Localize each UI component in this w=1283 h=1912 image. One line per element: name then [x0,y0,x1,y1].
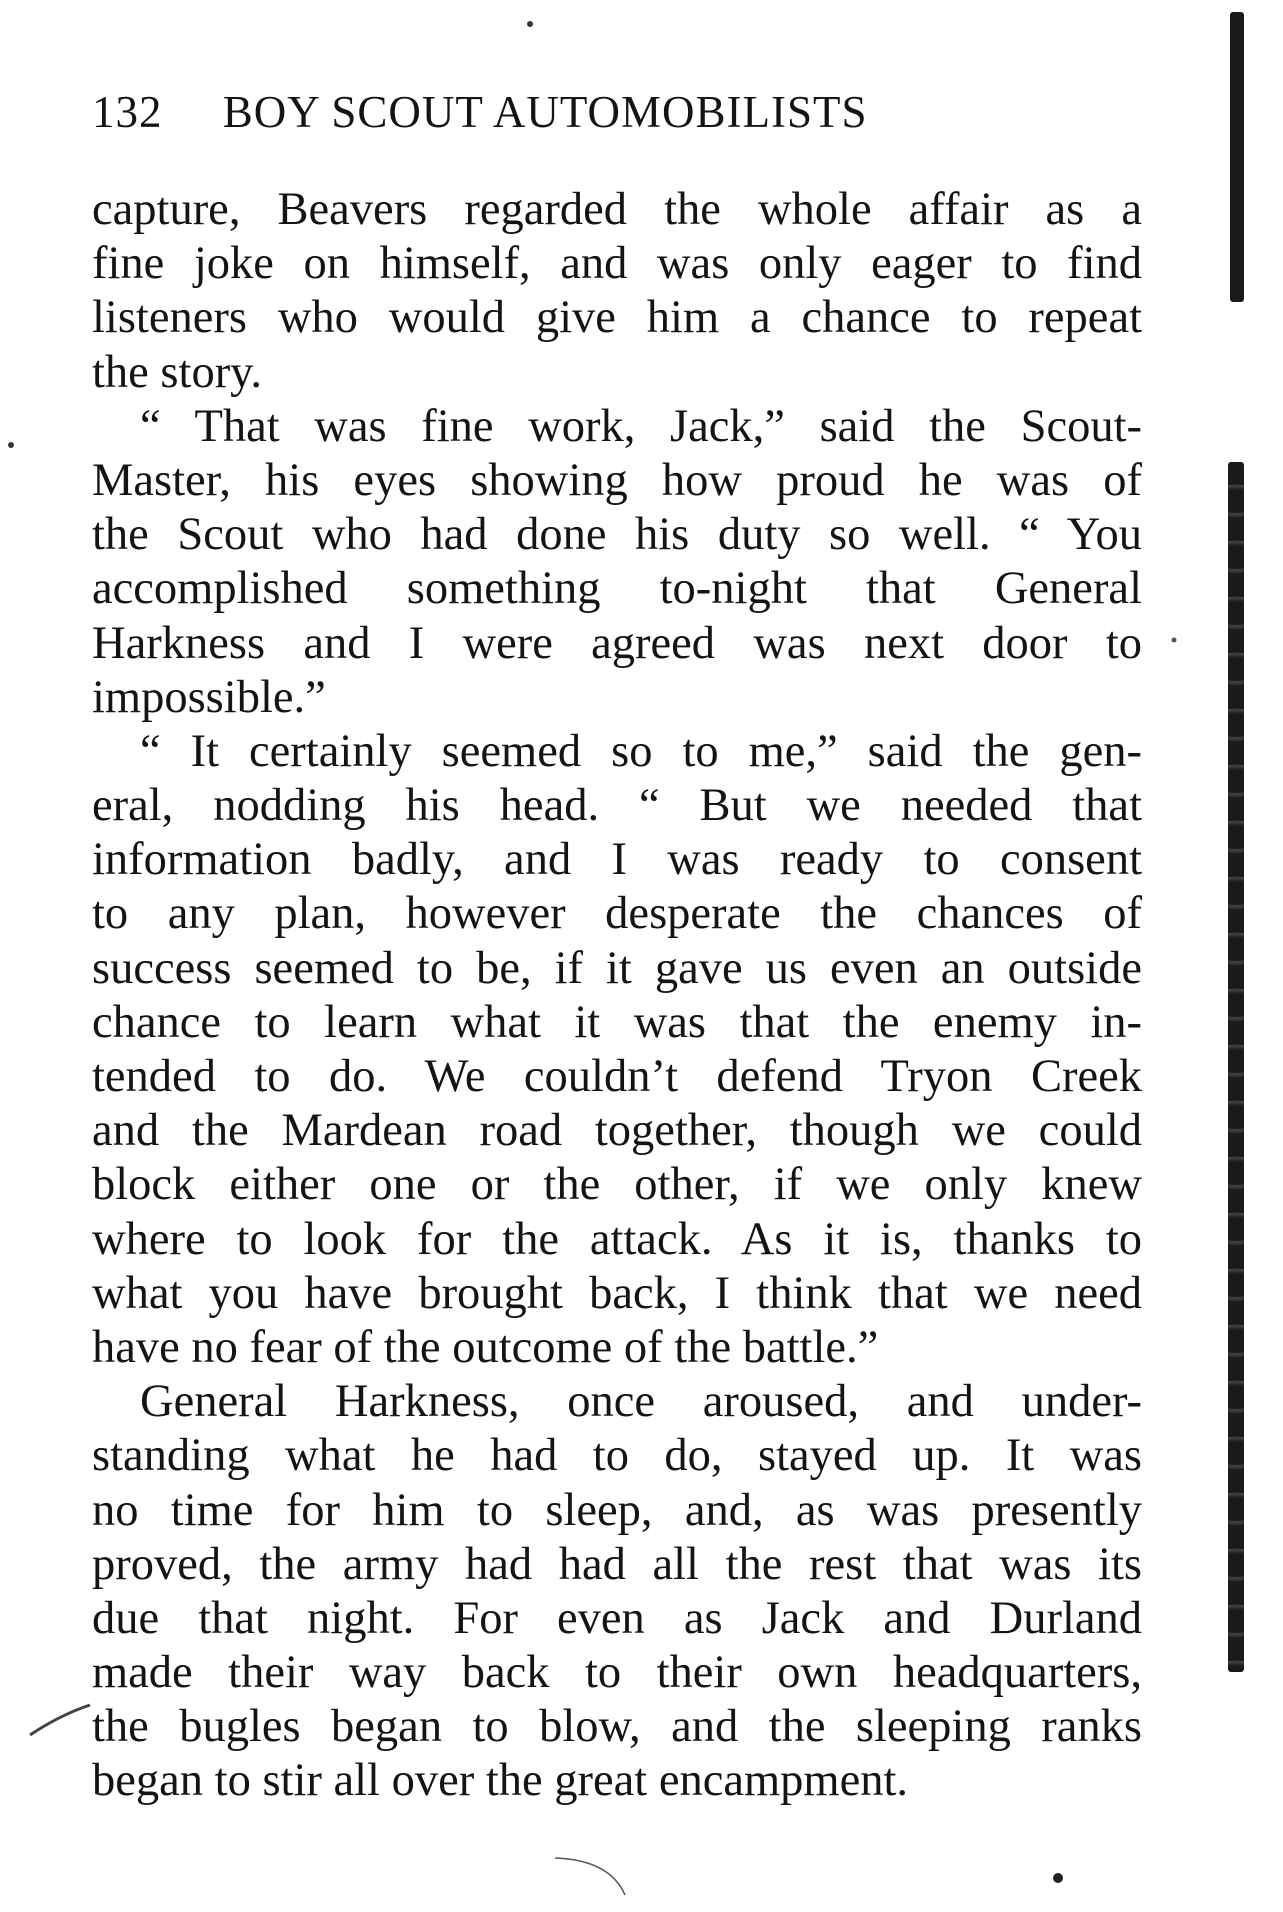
text-line: the Scout who had done his duty so well. “ You [92,509,1142,561]
text-line: where to look for the attack. As it is, thanks to [92,1213,1142,1265]
text-line: accomplished something to-night that General [92,563,1142,615]
text-line: listeners who would give him a chance to repeat [92,292,1142,344]
speck [30,1705,90,1735]
text-line: began to stir all over the great encampment. [92,1755,909,1807]
text-line: chance to learn what it was that the enemy in- [92,996,1142,1048]
speck [8,442,14,448]
speck [555,1858,625,1895]
text-line: General Harkness, once aroused, and under- [140,1376,1142,1428]
text-line: success seemed to be, if it gave us even an outside [92,942,1142,994]
running-head [92,82,1142,142]
text-line: “ That was fine work, Jack,” said the Scout- [140,400,1142,452]
speck [1053,1873,1063,1883]
text-line: information badly, and I was ready to consent [92,834,1142,886]
text-line: impossible.” [92,671,326,723]
text-line: and the Mardean road together, though we could [92,1105,1142,1157]
text-line: eral, nodding his head. “ But we needed that [92,780,1142,832]
text-line: the story. [92,346,263,398]
text-line: standing what he had to do, stayed up. It was [92,1430,1142,1482]
text-line: capture, Beavers regarded the whole affair as a [92,184,1142,235]
text-line: no time for him to sleep, and, as was presently [92,1484,1142,1536]
scan-edge-shadow-mid [1228,462,1244,1672]
text-line: have no fear of the outcome of the battle.” [92,1321,879,1373]
text-line: to any plan, however desperate the chances of [92,888,1142,940]
text-line: what you have brought back, I think that we need [92,1267,1142,1319]
scan-edge-shadow-top [1230,12,1244,302]
page-number: 132 [92,87,163,137]
text-line: block either one or the other, if we only knew [92,1159,1142,1211]
text-line: due that night. For even as Jack and Durland [92,1592,1142,1644]
book-title: BOY SCOUT AUTOMOBILISTS [222,87,868,137]
speck [1172,638,1177,643]
text-line: tended to do. We couldn’t defend Tryon Creek [92,1051,1142,1102]
text-line: “ It certainly seemed so to me,” said the gen- [140,725,1142,777]
speck [527,21,533,27]
text-line: Master, his eyes showing how proud he was of [92,454,1142,506]
text-line: proved, the army had had all the rest that was its [92,1538,1142,1590]
text-line: the bugles began to blow, and the sleeping ranks [92,1701,1142,1753]
text-line: fine joke on himself, and was only eager to find [92,238,1142,290]
text-line: Harkness and I were agreed was next door to [92,617,1142,669]
body-text [92,183,1142,1809]
text-line: made their way back to their own headquarters, [92,1647,1142,1699]
